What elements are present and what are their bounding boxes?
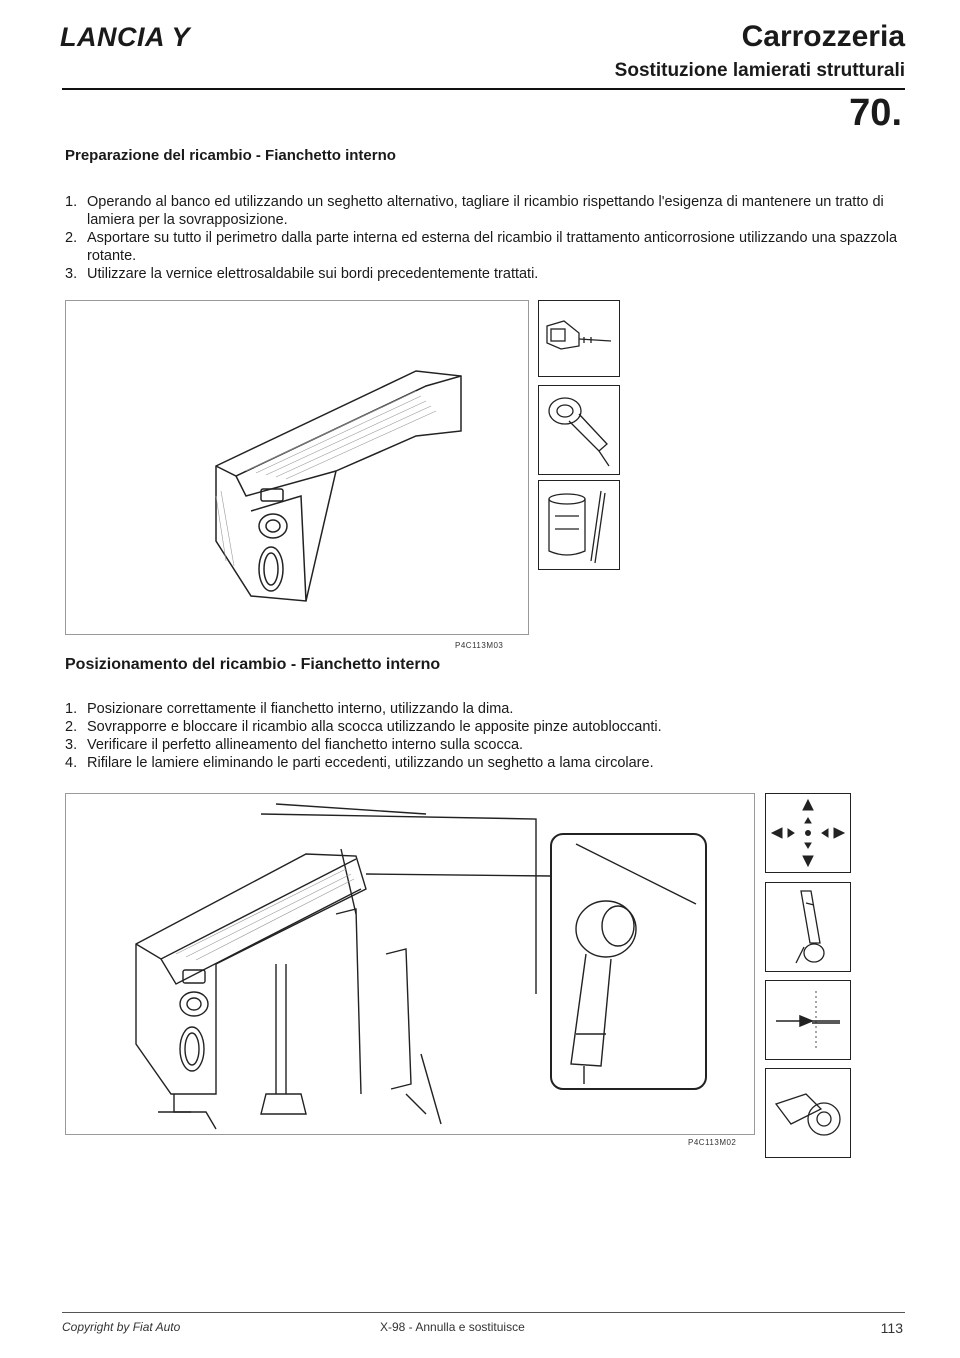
- edition-text: X-98 - Annulla e sostituisce: [380, 1320, 525, 1334]
- alignment-arrows-icon: [765, 793, 851, 873]
- positioning-drawing: [66, 794, 754, 1134]
- figure-ref-b: P4C113M02: [688, 1138, 737, 1147]
- circular-saw-icon: [765, 1068, 851, 1158]
- chapter-title: Carrozzeria: [741, 20, 905, 53]
- page-number: 113: [880, 1320, 903, 1336]
- list-item: 4. Rifilare le lamiere eliminando le parti eccedenti, utilizzando un seghetto a lama circolare.: [65, 755, 654, 771]
- positioning-steps: [65, 700, 905, 772]
- section-heading-preparation: Preparazione del ricambio - Fianchetto interno: [65, 147, 396, 164]
- copyright-text: Copyright by Fiat Auto: [62, 1320, 181, 1334]
- locking-pliers-icon: [765, 882, 851, 972]
- subchapter-title: Sostituzione lamierati strutturali: [614, 60, 905, 81]
- page-code: 70.: [849, 92, 902, 134]
- header-rule: [62, 88, 905, 90]
- spare-part-drawing: [66, 301, 528, 634]
- paint-can-icon: [538, 480, 620, 570]
- section-heading-positioning: Posizionamento del ricambio - Fianchetto interno: [65, 656, 441, 673]
- list-item: 3. Utilizzare la vernice elettrosaldabile sui bordi precedentemente trattati.: [65, 266, 539, 282]
- overlap-joint-icon: [765, 980, 851, 1060]
- footer-rule: [62, 1312, 905, 1313]
- list-item: 1. Posizionare correttamente il fianchetto interno, utilizzando la dima.: [65, 701, 514, 717]
- list-item: 1. Operando al banco ed utilizzando un seghetto alternativo, tagliare il ricambio rispettando l'esigenza di mantenere un tratto di lamiera per la sovrapposizione.: [65, 194, 884, 228]
- list-item: 3. Verificare il perfetto allineamento del fianchetto interno sulla scocca.: [65, 737, 524, 753]
- preparation-steps: [65, 193, 905, 283]
- figure-spare-part-positioning: [65, 793, 755, 1135]
- figure-spare-part-preparation: [65, 300, 529, 635]
- list-item: 2. Sovrapporre e bloccare il ricambio alla scocca utilizzando le apposite pinze autobloccanti.: [65, 719, 662, 735]
- brand-title: LANCIA Y: [60, 22, 191, 52]
- figure-ref-a: P4C113M03: [455, 641, 504, 650]
- list-item: 2. Asportare su tutto il perimetro dalla parte interna ed esterna del ricambio il trattamento anticorrosione utilizzando una spazzola rotante.: [65, 230, 898, 264]
- saw-tool-icon: [538, 300, 620, 377]
- grinder-tool-icon: [538, 385, 620, 475]
